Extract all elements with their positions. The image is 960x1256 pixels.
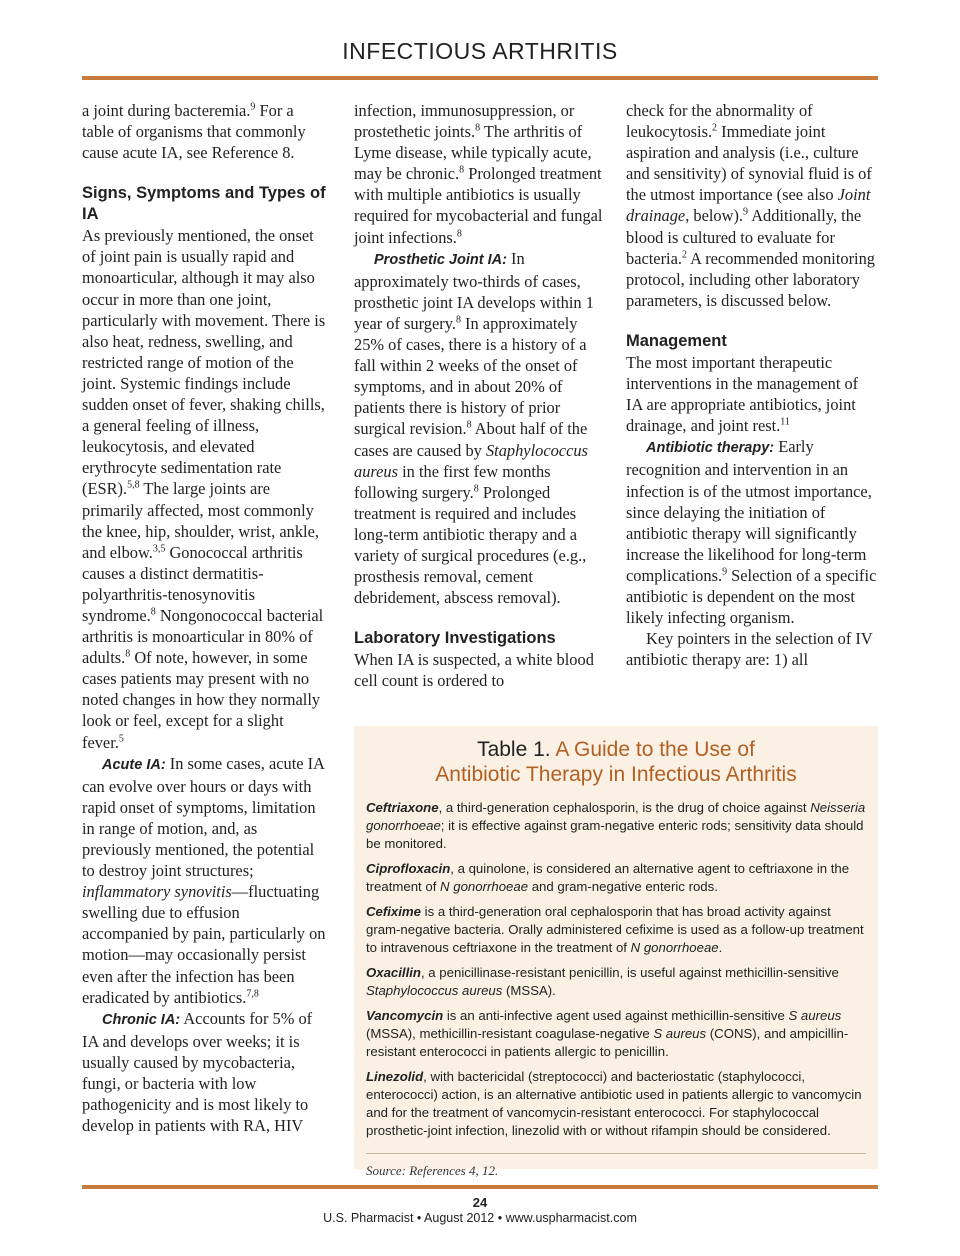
antibiotic-guide-table — [354, 726, 878, 1178]
table-entry-vancomycin: Vancomycin is an anti-infective agent used against methicillin-sensitive S aureus (MSSA), methicillin-resistant coagulase-negative S aureus (CONS), and ampicillin-resistant enterococci in patients allergic to penicillin. — [366, 1008, 849, 1059]
section-heading: Signs, Symptoms and Types of IA — [82, 184, 326, 224]
paragraph: Key pointers in the selection of IV antibiotic therapy are: 1) all — [626, 629, 873, 670]
footer-rule — [82, 1185, 878, 1189]
running-header: INFECTIOUS ARTHRITIS — [342, 38, 618, 64]
column-3 — [626, 100, 878, 670]
paragraph: a joint during bacteremia.$^9$ For a table of organisms that commonly cause acute IA, see Reference 8. — [82, 101, 306, 163]
header-rule — [82, 76, 878, 80]
paragraph: The most important therapeutic interventions in the management of IA are appropriate antibiotics, joint drainage, and joint rest.$^{11}$ — [626, 352, 859, 436]
paragraph: Antibiotic therapy: Early recognition and intervention in an infection is of the utmost importance, since delaying the initiation of antibiotic therapy will significantly increase the likelihood for long-term complications.$^9$ Selection of a specific antibiotic is dependent on the most likely infecting organism. — [626, 437, 877, 628]
footer-line: U.S. Pharmacist • August 2012 • www.uspharmacist.com — [323, 1211, 637, 1225]
table-entry-oxacillin: Oxacillin, a penicillinase-resistant penicillin, is useful against methicillin-sensitive Staphylococcus aureus (MSSA). — [366, 965, 839, 998]
table-source: Source: References 4, 12. — [366, 1163, 499, 1178]
paragraph: infection, immunosuppression, or prostethetic joints.$^8$ The arthritis of Lyme disease, while typically acute, may be chronic.$^8$ Prolonged treatment with multiple antibiotics is usually required for mycobacterial and fungal joint infections.$^8$ — [354, 101, 603, 247]
paragraph: When IA is suspected, a white blood cell count is ordered to — [354, 650, 594, 691]
section-heading: Laboratory Investigations — [354, 629, 556, 648]
column-1 — [82, 100, 328, 1136]
page-number: 24 — [472, 1195, 488, 1210]
table-title: Table 1. A Guide to the Use of Antibiotic Therapy in Infectious Arthritis — [435, 738, 797, 786]
table-entry-linezolid: Linezolid, with bactericidal (streptococci) and bacteriostatic (staphylococci, enterococci) action, is an alternative antibiotic used in patients allergic to vancomycin and for the treatment of vancomycin-resistant enterococci. For staphylococcal prosthetic-joint infection, linezolid with or without rifampin should be considered. — [366, 1069, 862, 1138]
paragraph: Acute IA: In some cases, acute IA can evolve over hours or days with rapid onset of symptoms, limitation in range of motion, and, as previously mentioned, the potential to destroy joint structures; inflammatory synovitis—fluctuating swelling due to effusion accompanied by pain, particularly on motion—may occasionally persist even after the infection has been eradicated by antibiotics.$^{7,8}$ — [82, 753, 326, 1007]
table-entry-ciprofloxacin: Ciprofloxacin, a quinolone, is considered an alternative agent to ceftriaxone in the treatment of N gonorrhoeae and gram-negative enteric rods. — [366, 861, 850, 894]
column-2 — [354, 100, 606, 691]
paragraph: Prosthetic Joint IA: In approximately two-thirds of cases, prosthetic joint IA develops within 1 year of surgery.$^8$ In approximately 25% of cases, there is a history of a fall within 2 weeks of the onset of symptoms, and in about 20% of patients there is history of prior surgical revision.$^8$ About half of the cases are caused by Staphylococcus aureus in the first few months following surgery.$^8$ Prolonged treatment is required and includes long-term antibiotic therapy and a variety of surgical procedures (e.g., prosthesis removal, cement debridement, abscess removal). — [354, 248, 594, 608]
paragraph: Chronic IA: Accounts for 5% of IA and develops over weeks; it is usually caused by mycobacteria, fungi, or bacteria with low pathogenicity and is most likely to develop in patients with RA, HIV — [82, 1008, 313, 1136]
section-heading: Management — [626, 331, 727, 350]
table-entry-cefixime: Cefixime is a third-generation oral cephalosporin that has broad activity against gram-negative bacteria. Orally administered cefixime is used as a follow-up treatment to intravenous ceftriaxone in the treatment of N gonorrhoeae. — [366, 904, 864, 955]
table-entry-ceftriaxone: Ceftriaxone, a third-generation cephalosporin, is the drug of choice against Neisseria gonorrhoeae; it is effective against gram-negative enteric rods; sensitivity data should be monitored. — [366, 800, 866, 851]
paragraph: As previously mentioned, the onset of joint pain is usually rapid and monoarticular, although it may also occur in more than one joint, particularly with movement. There is also heat, redness, swelling, and restricted range of motion of the joint. Systemic findings include sudden onset of fever, shaking chills, a general feeling of illness, leukocytosis, and elevated erythrocyte sedimentation rate (ESR).$^{5,8}$ The large joints are primarily affected, most commonly the knee, hip, shoulder, wrist, ankle, and elbow.$^{3,5}$ Gonococcal arthritis causes a distinct dermatitis-polyarthritis-tenosynovitis syndrome.$^8$ Nongonococcal bacterial arthritis is monoarticular in 80% of adults.$^8$ Of note, however, in some cases patients may present with no noted changes in how they normally look or feel, except for a slight fever.$^5$ — [82, 226, 326, 752]
paragraph: check for the abnormality of leukocytosis.$^2$ Immediate joint aspiration and analysis (i.e., culture and sensitivity) of synovial fluid is of the utmost importance (see also Joint drainage, below).$^9$ Additionally, the blood is cultured to evaluate for bacteria.$^2$ A recommended monitoring protocol, including other laboratory parameters, is discussed below. — [626, 101, 875, 310]
